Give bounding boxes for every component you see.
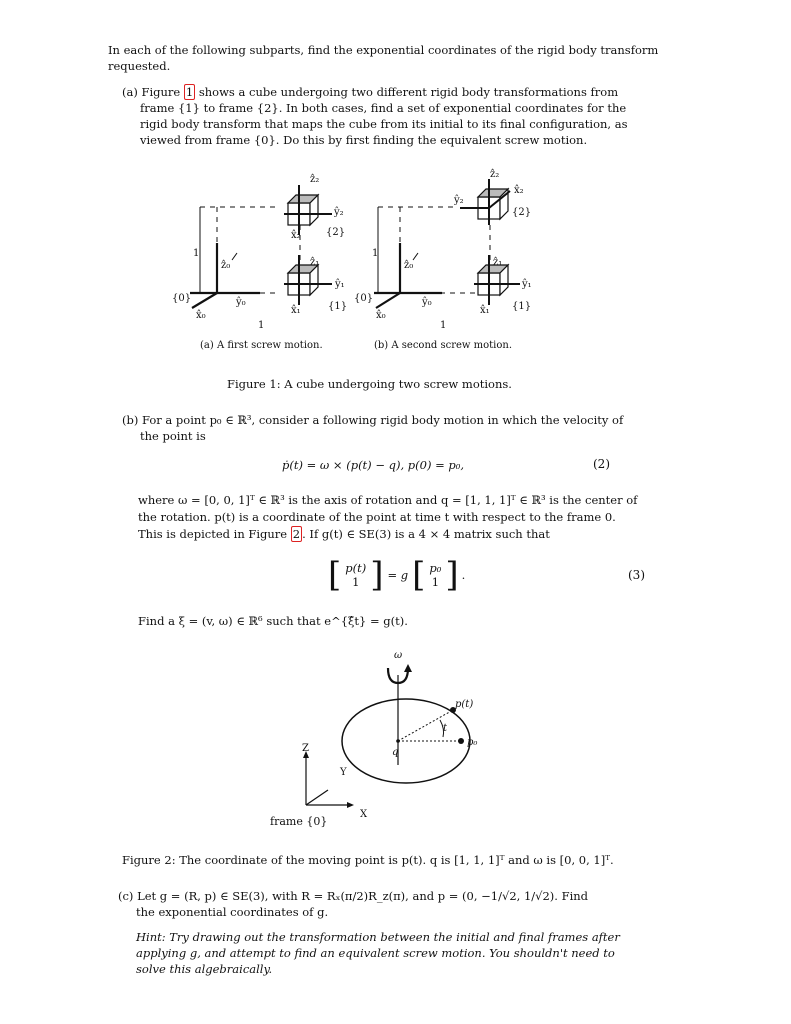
- hint-line-1: Hint: Try drawing out the transformation between the initial and final frames after: [136, 930, 620, 944]
- label-y0-a: ŷ₀: [236, 297, 246, 308]
- eq3-rhs-bottom: 1: [431, 575, 440, 589]
- label-x2-a: x̂₂: [291, 230, 301, 241]
- label-frame2-a: {2}: [326, 227, 346, 238]
- label-y0-b: ŷ₀: [422, 297, 432, 308]
- hint-line-3: solve this algebraically.: [136, 962, 273, 976]
- label-z1-a: ẑ₁: [310, 257, 320, 268]
- figure-1a: [190, 185, 332, 308]
- label-one-vertical-a: 1: [193, 248, 200, 259]
- label-frame2-b: {2}: [512, 207, 532, 218]
- label-one-vertical-b: 1: [372, 248, 379, 259]
- label-x1-a: x̂₁: [291, 305, 301, 316]
- label-x1-b: x̂₁: [480, 305, 490, 316]
- figure-1: [160, 165, 580, 365]
- eq3-lhs-bottom: 1: [352, 575, 360, 589]
- hint-line-2: applying g, and attempt to find an equivalent screw motion. You shouldn't need to: [136, 946, 615, 960]
- intro-line-1: In each of the following subparts, find the exponential coordinates of the rigid body transform: [108, 43, 659, 57]
- label-z2-b: ẑ₂: [490, 169, 500, 180]
- part-b-line-1: (b) For a point p₀ ∈ ℝ³, consider a following rigid body motion in which the velocity of: [122, 413, 624, 427]
- equation-3-number: (3): [628, 568, 645, 582]
- cube-2-b: [460, 179, 510, 225]
- part-b-line-3: where ω = [0, 0, 1]ᵀ ∈ ℝ³ is the axis of rotation and q = [1, 1, 1]ᵀ ∈ ℝ³ is the center of: [138, 493, 638, 507]
- eq3-end: .: [461, 568, 466, 582]
- label-t: t: [443, 723, 448, 734]
- figure-2-link[interactable]: 2: [292, 527, 301, 541]
- figure-1-caption: Figure 1: A cube undergoing two screw motions.: [227, 377, 512, 391]
- label-one-horizontal-b: 1: [440, 320, 447, 331]
- label-y1-a: ŷ₁: [335, 279, 345, 290]
- label-y2-b: ŷ₂: [454, 195, 464, 206]
- equation-2: ṗ(t) = ω × (p(t) − q), p(0) = p₀,: [282, 458, 465, 472]
- label-z1-b: ẑ₁: [493, 257, 503, 268]
- frame0-x-axis: [192, 293, 217, 308]
- point-p0: [458, 738, 464, 744]
- label-pt: p(t): [455, 699, 474, 710]
- figure-1-link[interactable]: 1: [185, 85, 194, 99]
- figure-1b: [374, 179, 520, 308]
- eq3-mid: = g: [387, 568, 409, 582]
- part-b-line-2: the point is: [140, 429, 206, 443]
- point-q: [396, 739, 400, 743]
- part-c-line-1: (c) Let g = (R, p) ∈ SE(3), with R = Rₓ(π/2)R_z(π), and p = (0, −1/√2, 1/√2). Find: [118, 889, 589, 903]
- equation-2-number: (2): [593, 457, 610, 471]
- label-p0: p₀: [467, 737, 478, 748]
- label-x0-a: x̂₀: [196, 310, 206, 321]
- label-frame0-b: {0}: [354, 293, 374, 304]
- part-a-line-2: frame {1} to frame {2}. In both cases, find a set of exponential coordinates for the: [140, 101, 627, 115]
- figure-2: [258, 645, 518, 830]
- cube-1: [284, 255, 332, 305]
- label-omega: ω: [394, 650, 403, 661]
- subcaption-a: (a) A first screw motion.: [200, 340, 323, 351]
- label-x0-b: x̂₀: [376, 310, 386, 321]
- label-frame1-a: {1}: [328, 301, 348, 312]
- label-frame0-a: {0}: [172, 293, 192, 304]
- part-a-line-4: viewed from frame {0}. Do this by first finding the equivalent screw motion.: [140, 133, 588, 147]
- part-a-line-3: rigid body transform that maps the cube from its initial to its final configuration, as: [140, 117, 628, 131]
- eq3-lhs-top: p(t): [345, 561, 367, 575]
- part-a-line-1: (a) Figure 1 shows a cube undergoing two different rigid body transformations from: [122, 85, 619, 99]
- part-b-line-5: This is depicted in Figure 2 . If g(t) ∈ SE(3) is a 4 × 4 matrix such that: [138, 527, 550, 541]
- label-x2-b: x̂₂: [514, 185, 524, 196]
- label-x-axis: X: [360, 809, 368, 820]
- label-z0-b: ẑ₀: [404, 260, 414, 271]
- part-b-find: Find a ξ = (v, ω) ∈ ℝ⁶ such that e^{ξ̂t} = g(t).: [138, 614, 408, 628]
- equation-3: [ p(t) 1 ] = g [ p₀ 1 ] .: [328, 555, 466, 595]
- label-z-axis: Z: [302, 743, 309, 754]
- label-one-horizontal-a: 1: [258, 320, 265, 331]
- part-c-line-2: the exponential coordinates of g.: [136, 905, 329, 919]
- cube-2: [284, 185, 332, 235]
- label-z0-a: ẑ₀: [221, 260, 231, 271]
- label-z2-a: ẑ₂: [310, 174, 320, 185]
- eq3-rhs-top: p₀: [429, 561, 442, 575]
- label-q: q: [392, 747, 399, 758]
- part-b-line-4: the rotation. p(t) is a coordinate of the point at time t with respect to the frame 0.: [138, 510, 616, 524]
- label-frame0: frame {0}: [270, 815, 328, 828]
- label-y2-a: ŷ₂: [334, 207, 344, 218]
- label-y-axis: Y: [340, 767, 347, 778]
- intro-line-2: requested.: [108, 59, 171, 73]
- label-frame1-b: {1}: [512, 301, 532, 312]
- figure-2-caption: Figure 2: The coordinate of the moving point is p(t). q is [1, 1, 1]ᵀ and ω is [0, 0, 1]ᵀ.: [122, 853, 614, 867]
- label-y1-b: ŷ₁: [522, 279, 532, 290]
- subcaption-b: (b) A second screw motion.: [374, 340, 513, 351]
